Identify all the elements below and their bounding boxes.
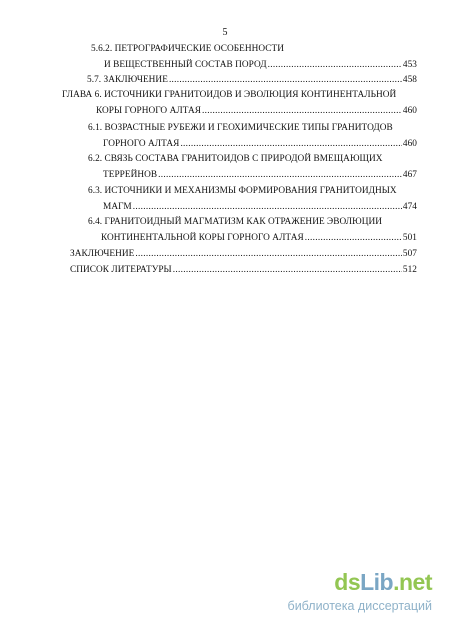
toc-entry-text: МАГМ — [103, 202, 132, 212]
toc-leader-dots — [133, 201, 402, 213]
toc-leader-dots — [158, 169, 402, 181]
toc-leader-dots — [202, 105, 402, 117]
toc-entry — [103, 138, 417, 150]
toc-entry — [103, 169, 417, 181]
toc-entry-text: ЗАКЛЮЧЕНИЕ — [70, 249, 135, 259]
toc-entry — [103, 201, 417, 213]
toc-leader-dots — [305, 232, 402, 244]
toc-leader-dots — [268, 59, 402, 71]
toc-leader-dots — [135, 248, 401, 260]
toc-entry-page: 467 — [402, 170, 417, 180]
toc-entry — [87, 74, 417, 86]
toc-entry-page: 501 — [402, 233, 417, 243]
toc-entry-text: 6.3. ИСТОЧНИКИ И МЕХАНИЗМЫ ФОРМИРОВАНИЯ ГРАНИТОИДНЫХ — [88, 186, 397, 196]
toc-leader-dots — [173, 264, 402, 276]
toc-entry-text: КОРЫ ГОРНОГО АЛТАЯ — [96, 106, 201, 116]
toc-entry-text: 6.2. СВЯЗЬ СОСТАВА ГРАНИТОИДОВ С ПРИРОДОЙ ВМЕЩАЮЩИХ — [88, 154, 383, 164]
toc-entry — [70, 264, 417, 276]
toc-entry — [62, 89, 407, 101]
toc-entry-page: 458 — [402, 75, 417, 85]
logo-part-lib: Lib — [360, 569, 394, 595]
page-number: 5 — [222, 27, 228, 38]
toc-entry-text: ГЛАВА 6. ИСТОЧНИКИ ГРАНИТОИДОВ И ЭВОЛЮЦИЯ КОНТИНЕНТАЛЬНОЙ — [62, 90, 397, 100]
toc-entry-text: 5.6.2. ПЕТРОГРАФИЧЕСКИЕ ОСОБЕННОСТИ — [91, 44, 285, 54]
toc-entry-text: 5.7. ЗАКЛЮЧЕНИЕ — [87, 75, 168, 85]
toc-entry-text: ТЕРРЕЙНОВ — [103, 170, 158, 180]
toc-entry — [88, 216, 388, 228]
toc-entry-page: 460 — [402, 106, 417, 116]
toc-entry — [88, 185, 398, 197]
toc-entry-page: 507 — [402, 249, 417, 259]
toc-leader-dots — [180, 138, 401, 150]
toc-entry — [88, 122, 398, 134]
toc-entry — [96, 105, 417, 117]
toc-entry-text: И ВЕЩЕСТВЕННЫЙ СОСТАВ ПОРОД — [104, 60, 267, 70]
toc-entry — [88, 153, 388, 165]
logo-part-ds: ds — [334, 569, 361, 595]
toc-entry-text: КОНТИНЕНТАЛЬНОЙ КОРЫ ГОРНОГО АЛТАЯ — [101, 233, 304, 243]
toc-entry-page: 512 — [402, 265, 417, 275]
toc-entry-text: 6.4. ГРАНИТОИДНЫЙ МАГМАТИЗМ КАК ОТРАЖЕНИЕ ЭВОЛЮЦИИ — [88, 217, 383, 227]
toc-entry — [101, 232, 417, 244]
toc-entry — [91, 43, 391, 55]
toc-entry — [104, 59, 417, 71]
toc-leader-dots — [169, 74, 402, 86]
watermark-tagline: библиотека диссертаций — [287, 599, 432, 613]
toc-entry-page: 474 — [402, 202, 417, 212]
toc-entry — [70, 248, 417, 260]
toc-entry-page: 453 — [402, 60, 417, 70]
dslib-logo — [334, 569, 432, 596]
toc-entry-page: 460 — [402, 139, 417, 149]
toc-entry-text: СПИСОК ЛИТЕРАТУРЫ — [70, 265, 172, 275]
logo-part-net: .net — [393, 569, 432, 595]
toc-entry-text: ГОРНОГО АЛТАЯ — [103, 139, 180, 149]
dslib-watermark — [242, 569, 432, 621]
toc-entry-text: 6.1. ВОЗРАСТНЫЕ РУБЕЖИ И ГЕОХИМИЧЕСКИЕ ТИПЫ ГРАНИТОДОВ — [88, 123, 393, 133]
